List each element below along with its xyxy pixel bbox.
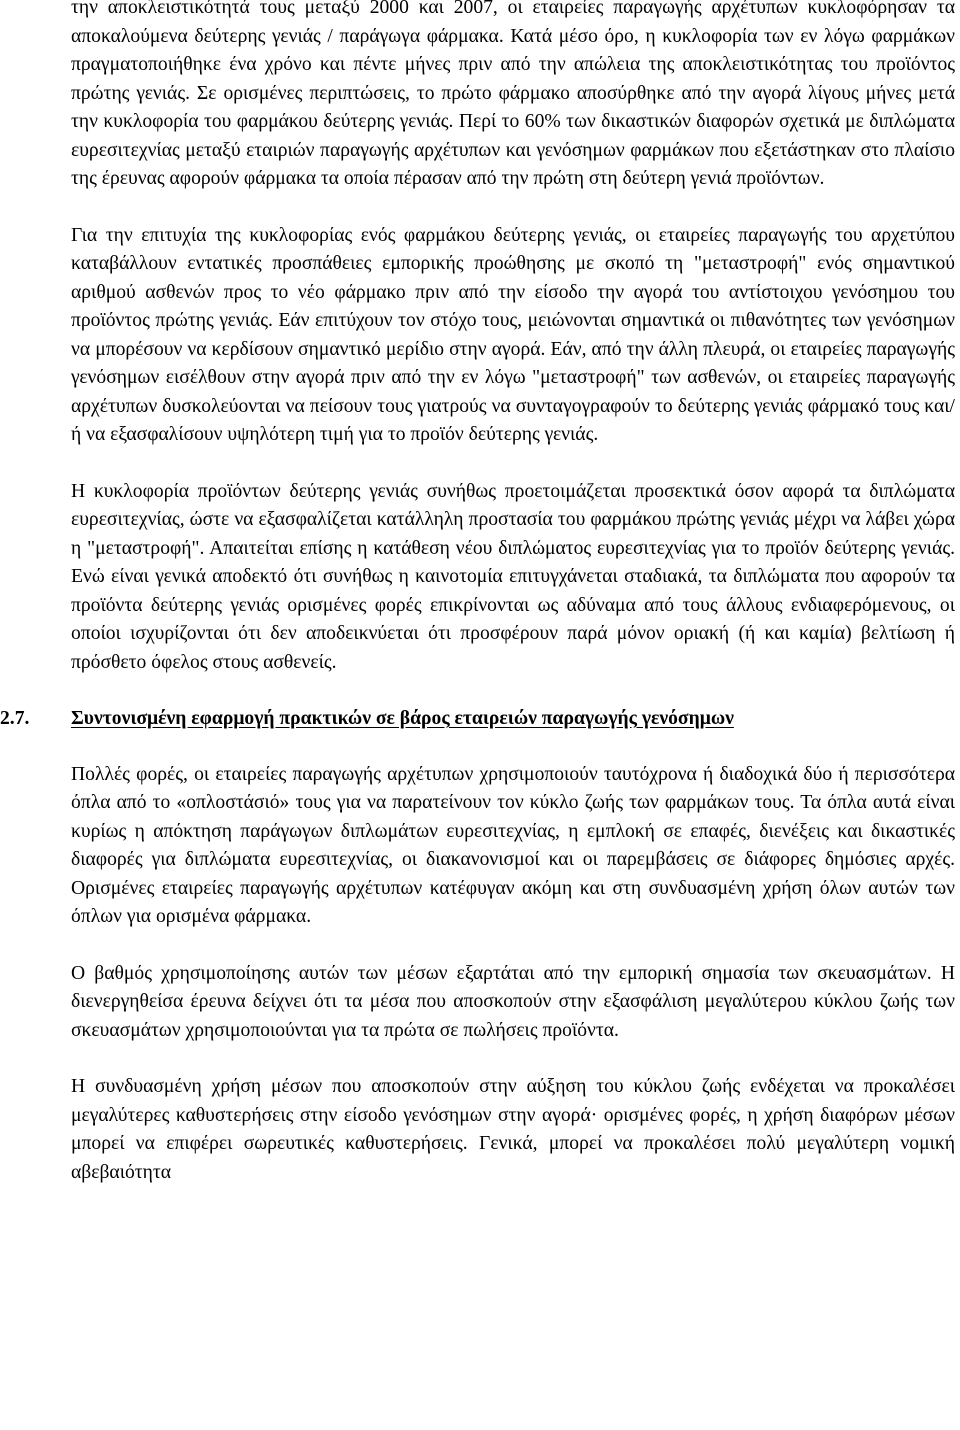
paragraph-commercial-importance: Ο βαθμός χρησιμοποίησης αυτών των μέσων εξαρτάται από την εμπορική σημασία των σκευασμάτων. Η διενεργηθείσα έρευνα δείχνει ότι τα μέσα που αποσκοπούν στην εξασφάλιση μεγαλύτερου κύκλου ζωής των σκευασμάτων χρησιμοποιούνται για τα πρώτα σε πωλήσεις προϊόντα.: [71, 962, 955, 1041]
paragraph-patent-preparation: Η κυκλοφορία προϊόντων δεύτερης γενιάς συνήθως προετοιμάζεται προσεκτικά όσον αφορά τα διπλώματα ευρεσιτεχνίας, ώστε να εξασφαλίζεται κατάλληλη προστασία του φαρμάκου πρώτης γενιάς μέχρι να λάβει χώρα η "μεταστροφή". Απαιτείται επίσης η κατάθεση νέου διπλώματος ευρεσιτεχνίας για το προϊόν δεύτερης γενιάς. Ενώ είναι γενικά αποδεκτό ότι συνήθως η καινοτομία επιτυγχάνεται σταδιακά, τα διπλώματα που αφορούν τα προϊόντα δεύτερης γενιάς ορισμένες φορές επικρίνονται ως αδύναμα από τους άλλους ενδιαφερόμενους, οι οποίοι ισχυρίζονται ότι δεν αποδεικνύεται ότι προσφέρουν παρά μόνον οριακή (ή και καμία) βελτίωση ή πρόσθετο όφελος στους ασθενείς.: [71, 480, 955, 673]
section-title: Συντονισμένη εφαρμογή πρακτικών σε βάρος εταιρειών παραγωγής γενόσημων: [71, 708, 734, 729]
paragraph-combined-weapons: Πολλές φορές, οι εταιρείες παραγωγής αρχέτυπων χρησιμοποιούν ταυτόχρονα ή διαδοχικά δύο ή περισσότερα όπλα από το «οπλοστάσιό» τους για να παρατείνουν τον κύκλο ζωής των φαρμάκων τους. Τα όπλα αυτά είναι κυρίως η απόκτηση παράγωγων διπλωμάτων ευρεσιτεχνίας, η εμπλοκή σε επαφές, διενέξεις και δικαστικές διαφορές για διπλώματα ευρεσιτεχνίας, οι διακανονισμοί και οι παρεμβάσεις σε διάφορες δημόσιες αρχές. Ορισμένες εταιρείες παραγωγής αρχέτυπων κατέφυγαν ακόμη και στη συνδυασμένη χρήση όλων αυτών των όπλων για ορισμένα φάρμακα.: [71, 763, 955, 927]
section-heading: [0, 705, 955, 734]
paragraph-second-generation-launch: την αποκλειστικότητά τους μεταξύ 2000 και 2007, οι εταιρείες παραγωγής αρχέτυπων κυκλοφόρησαν τα αποκαλούμενα δεύτερης γενιάς / παράγωγα φάρμακα. Κατά μέσο όρο, η κυκλοφορία των εν λόγω φαρμάκων πραγματοποιήθηκε ένα χρόνο και πέντε μήνες πριν από την απώλεια της αποκλειστικότητας του προϊόντος πρώτης γενιάς. Σε ορισμένες περιπτώσεις, το πρώτο φάρμακο αποσύρθηκε από την αγορά λίγους μήνες μετά την κυκλοφορία του φαρμάκου δεύτερης γενιάς. Περί το 60% των δικαστικών διαφορών σχετικά με διπλώματα ευρεσιτεχνίας μεταξύ εταιριών παραγωγής αρχέτυπων και γενόσημων φαρμάκων που εξετάστηκαν στο πλαίσιο της έρευνας αφορούν φάρμακα τα οποία πέρασαν από την πρώτη στη δεύτερη γενιά προϊόντων.: [71, 0, 955, 189]
paragraph-switch-promotion: Για την επιτυχία της κυκλοφορίας ενός φαρμάκου δεύτερης γενιάς, οι εταιρείες παραγωγής του αρχετύπου καταβάλλουν εντατικές προσπάθειες εμπορικής προώθησης με σκοπό τη "μεταστροφή" ενός σημαντικού αριθμού ασθενών προς το νέο φάρμακο πριν από την είσοδο την αγορά του αντίστοιχου γενόσημου του προϊόντος πρώτης γενιάς. Εάν επιτύχουν τον στόχο τους, μειώνονται σημαντικά οι πιθανότητες των γενόσημων να μπορέσουν να κερδίσουν σημαντικό μερίδιο στην αγορά. Εάν, από την άλλη πλευρά, οι εταιρείες παραγωγής γενόσημων εισέλθουν στην αγορά πριν από την εν λόγω "μεταστροφή" των ασθενών, οι εταιρείες παραγωγής αρχέτυπων δυσκολεύονται να πείσουν τους γιατρούς να συνταγογραφούν το δεύτερης γενιάς φάρμακό τους και/ ή να εξασφαλίσουν υψηλότερη τιμή για το προϊόν δεύτερης γενιάς.: [71, 224, 955, 445]
paragraph-cumulative-delays: Η συνδυασμένη χρήση μέσων που αποσκοπούν στην αύξηση του κύκλου ζωής ενδέχεται να προκαλέσει μεγαλύτερες καθυστερήσεις στην είσοδο γενόσημων στην αγορά· ορισμένες φορές, η χρήση διαφόρων μέσων μπορεί να επιφέρει σωρευτικές καθυστερήσεις. Γενικά, μπορεί να προκαλέσει πολύ μεγαλύτερη νομική αβεβαιότητα: [71, 1076, 955, 1183]
section-number: 2.7.: [0, 708, 30, 729]
